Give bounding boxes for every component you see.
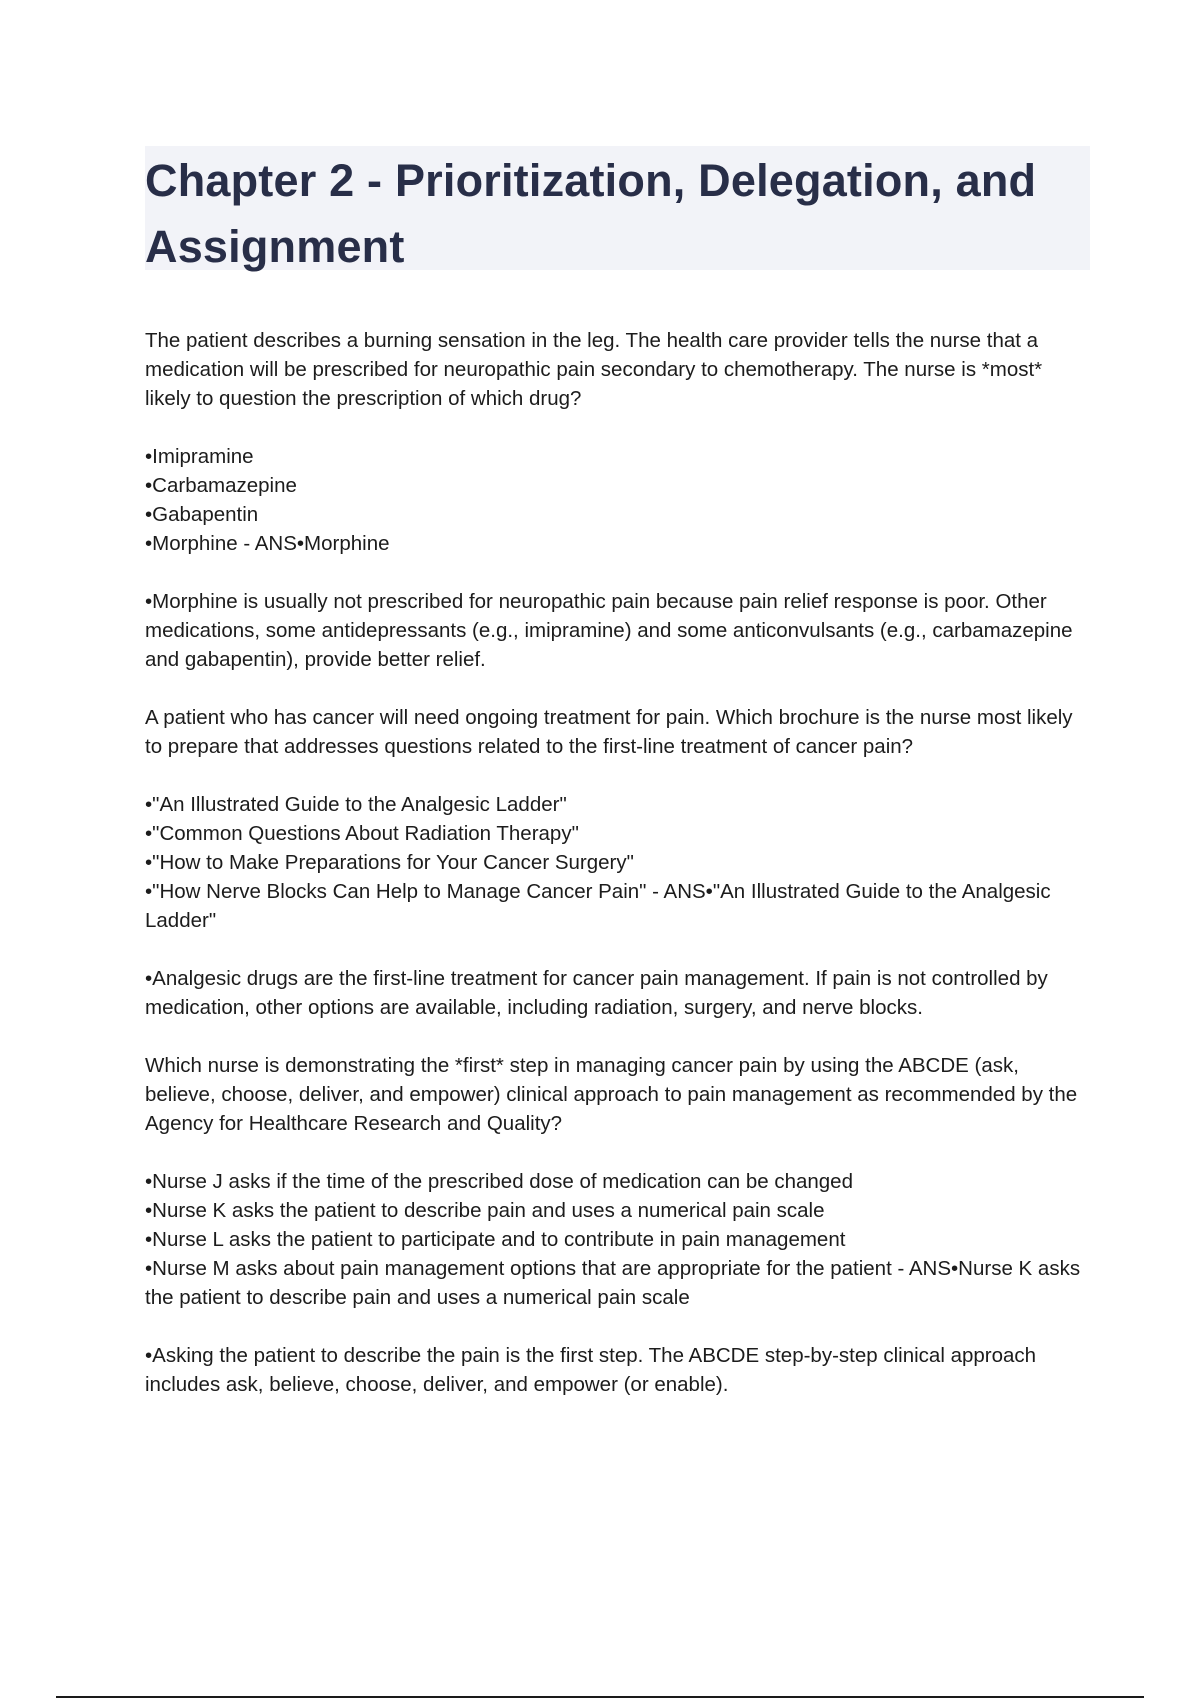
question-2-text: A patient who has cancer will need ongoing treatment for pain. Which brochure is the nurse most likely to prepare that addresses questions related to the first-line treatment of cancer pain?: [145, 706, 1073, 758]
option-item-with-answer: •Nurse M asks about pain management options that are appropriate for the patient - ANS•Nurse K asks the patient to describe pain and uses a numerical pain scale: [145, 1257, 1081, 1309]
option-item: •"Common Questions About Radiation Therapy": [145, 822, 579, 845]
question-3-options: [145, 1167, 1090, 1312]
title-banner: [145, 146, 1090, 270]
page-bottom-divider: [56, 1696, 1144, 1698]
option-item: •Carbamazepine: [145, 474, 297, 497]
option-item: •Gabapentin: [145, 503, 259, 526]
question-1-options: [145, 442, 1090, 558]
question-1-rationale: •Morphine is usually not prescribed for neuropathic pain because pain relief response is poor. Other medications, some antidepressants (e.g., imipramine) and some anticonvulsants (e.g., carbamazepine and gabapentin), provide better relief.: [145, 590, 1073, 671]
option-item-with-answer: •Morphine - ANS•Morphine: [145, 532, 390, 555]
option-item: •Nurse J asks if the time of the prescribed dose of medication can be changed: [145, 1170, 853, 1193]
question-2-rationale: •Analgesic drugs are the first-line treatment for cancer pain management. If pain is not controlled by medication, other options are available, including radiation, surgery, and nerve blocks.: [145, 967, 1048, 1019]
page-title: Chapter 2 - Prioritization, Delegation, and Assignment: [145, 155, 1037, 272]
question-1-text: The patient describes a burning sensation in the leg. The health care provider tells the nurse that a medication will be prescribed for neuropathic pain secondary to chemotherapy. The nurse is *most* likely to question the prescription of which drug?: [145, 329, 1043, 410]
document-page: [145, 146, 1090, 1428]
question-3-rationale: •Asking the patient to describe the pain is the first step. The ABCDE step-by-step clinical approach includes ask, believe, choose, deliver, and empower (or enable).: [145, 1344, 1037, 1396]
question-3-text: Which nurse is demonstrating the *first* step in managing cancer pain by using the ABCDE (ask, believe, choose, deliver, and empower) clinical approach to pain management as recommended by the Agency for Healthcare Research and Quality?: [145, 1054, 1078, 1135]
option-item-with-answer: •"How Nerve Blocks Can Help to Manage Cancer Pain" - ANS•"An Illustrated Guide to the Analgesic Ladder": [145, 880, 1051, 932]
question-2-options: [145, 790, 1090, 935]
option-item: •Nurse K asks the patient to describe pain and uses a numerical pain scale: [145, 1199, 825, 1222]
option-item: •"How to Make Preparations for Your Cancer Surgery": [145, 851, 634, 874]
option-item: •Nurse L asks the patient to participate and to contribute in pain management: [145, 1228, 846, 1251]
option-item: •Imipramine: [145, 445, 254, 468]
document-body: [145, 326, 1090, 1399]
option-item: •"An Illustrated Guide to the Analgesic Ladder": [145, 793, 567, 816]
